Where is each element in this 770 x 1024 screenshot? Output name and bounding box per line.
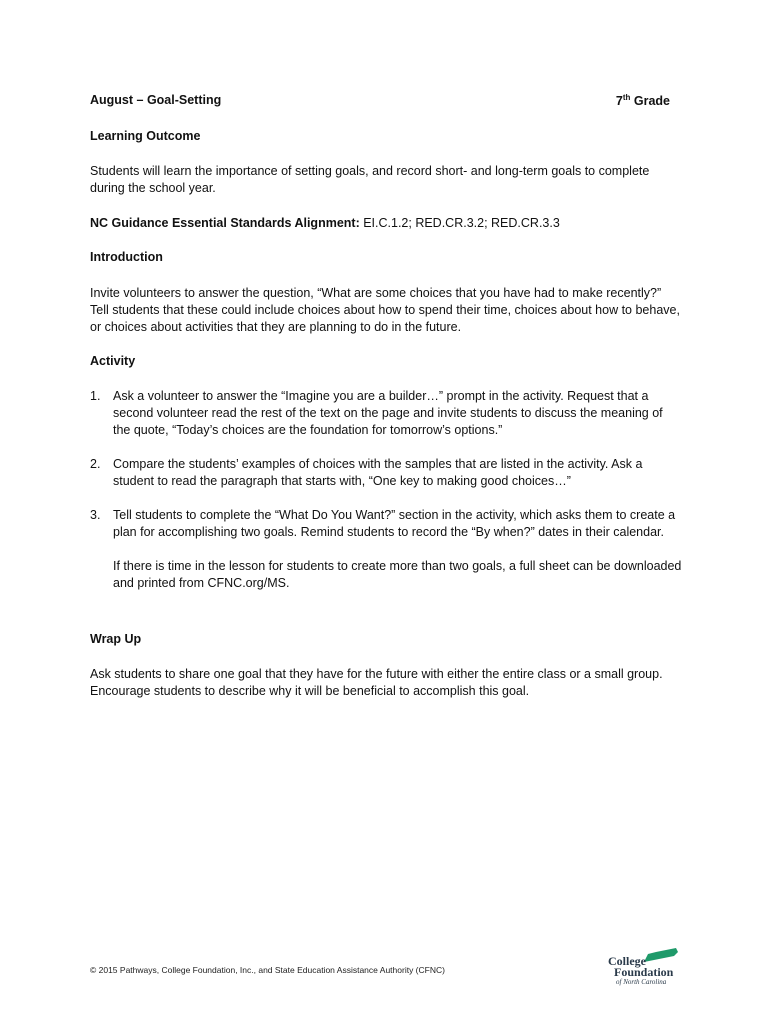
cfnc-logo [606, 946, 684, 988]
activity-heading: Activity [90, 354, 136, 368]
wrap-up-heading: Wrap Up [90, 632, 142, 646]
list-item: 1. Ask a volunteer to answer the “Imagine you are a builder…” prompt in the activity. Request that a second volunteer read the rest of the text on the page and invite students to discuss the meaning of the quote, “Today’s choices are the foundation for tomorrow’s options.” [90, 389, 663, 437]
introduction-text: Invite volunteers to answer the question, “What are some choices that you have had to make recently?” Tell students that these could include choices about how to spend their time, choices about how to behave, or choices about activities that they are planning to do in the future. [90, 286, 680, 334]
page-title: August – Goal-Setting [90, 93, 222, 107]
logo-line2: Foundation [614, 965, 674, 979]
standards-value: EI.C.1.2; RED.CR.3.2; RED.CR.3.3 [359, 216, 560, 230]
activity-note: If there is time in the lesson for students to create more than two goals, a full sheet can be downloaded and printed from CFNC.org/MS. [113, 559, 682, 590]
learning-outcome-text: Students will learn the importance of setting goals, and record short- and long-term goals to complete during the school year. [90, 164, 650, 195]
activity-steps [90, 388, 682, 592]
standards-label: NC Guidance Essential Standards Alignment: [90, 216, 360, 230]
logo-line3: of North Carolina [616, 978, 667, 986]
introduction-heading: Introduction [90, 250, 163, 264]
title-row [90, 93, 670, 108]
logo-line1: College [608, 954, 646, 968]
footer-copyright: © 2015 Pathways, College Foundation, Inc., and State Education Assistance Authority (CFNC) [90, 965, 445, 975]
wrap-up-text: Ask students to share one goal that they have for the future with either the entire class or a small group. Encourage students to describe why it will be beneficial to accomplish this goal. [90, 667, 663, 698]
list-item: 3. Tell students to complete the “What Do You Want?” section in the activity, which asks them to create a plan for accomplishing two goals. Remind students to record the “By when?” dates in their calendar. [90, 508, 676, 539]
standards-alignment [90, 215, 682, 232]
nc-state-shape-icon [642, 946, 680, 966]
learning-outcome-heading: Learning Outcome [90, 129, 201, 143]
grade-label: 7th Grade [615, 93, 670, 109]
list-item: 2. Compare the students’ examples of choices with the samples that are listed in the activity. Ask a student to read the paragraph that starts with, “One key to making good choices…” [90, 457, 643, 488]
